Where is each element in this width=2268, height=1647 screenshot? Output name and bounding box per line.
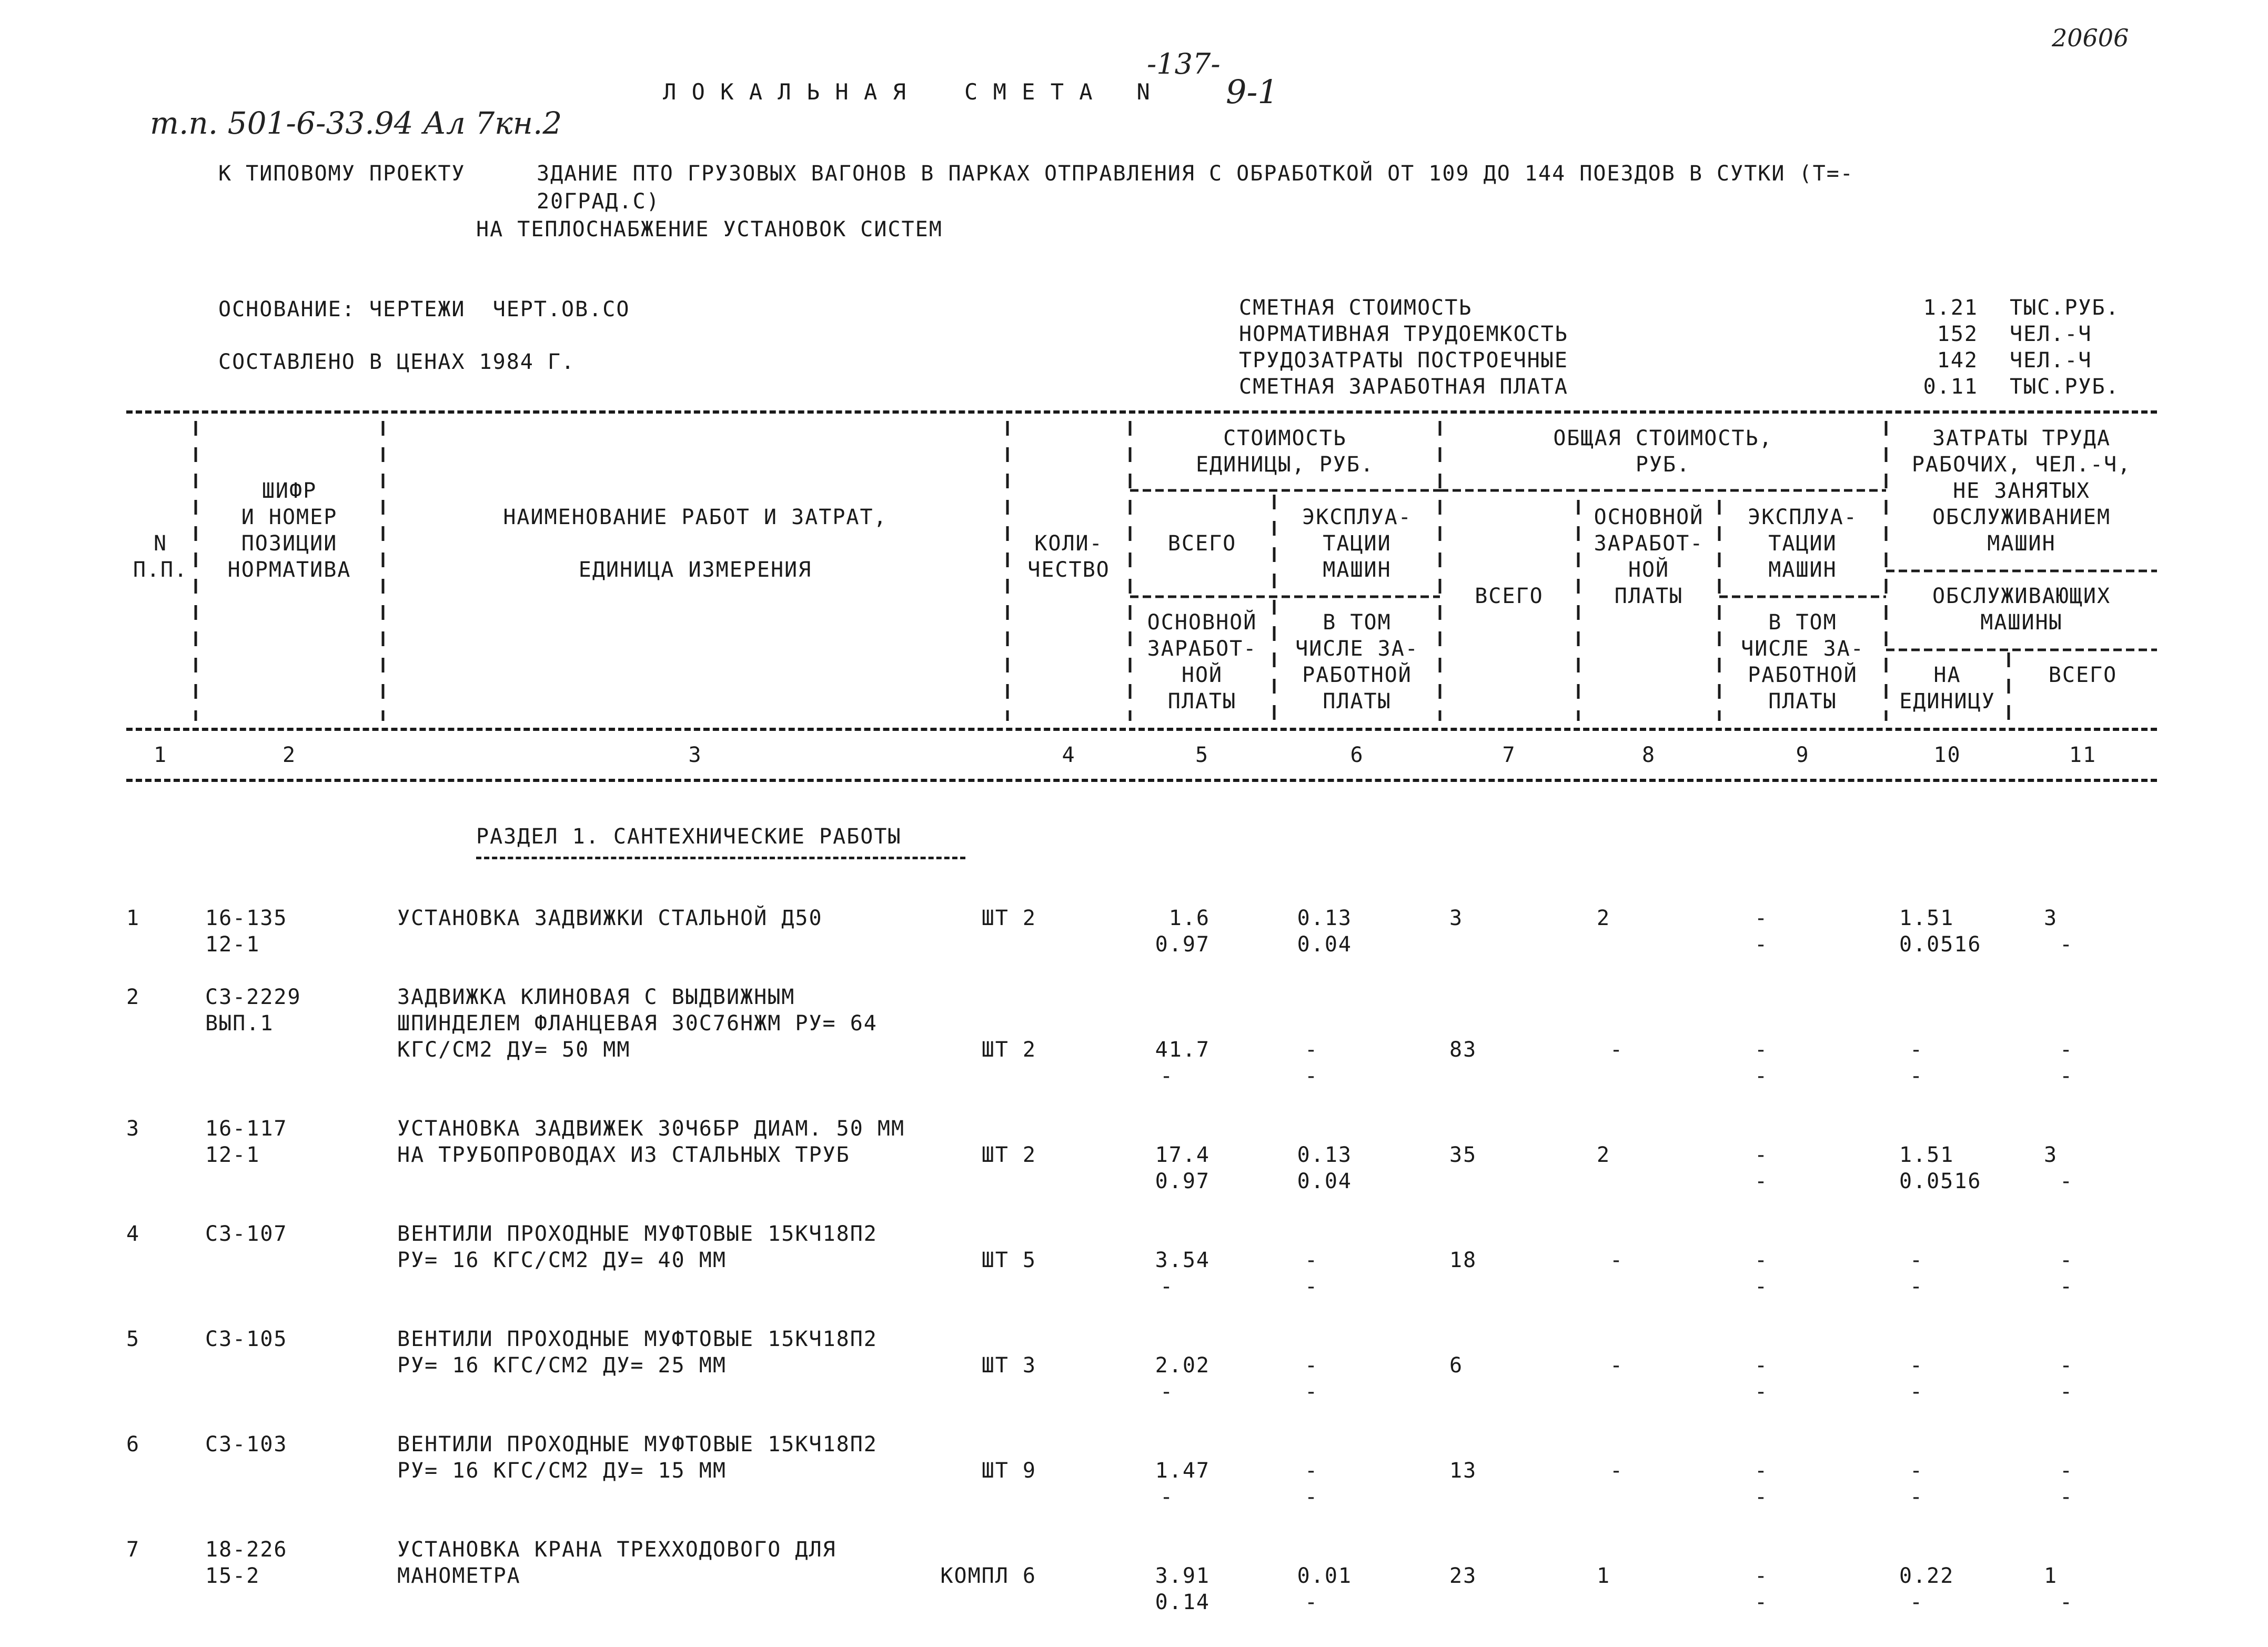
row-labor-total: 1 xyxy=(2044,1564,2058,1588)
row-total: 18 xyxy=(1449,1248,1477,1272)
row-total: 35 xyxy=(1449,1143,1477,1167)
row-labor-total: - xyxy=(2060,1590,2074,1614)
summary-unit: ЧЕЛ.-Ч xyxy=(2010,348,2092,373)
row-name: РУ= 16 КГС/СМ2 ДУ= 40 ММ xyxy=(397,1248,727,1272)
col-5-header-line: ОСНОВНОЙ xyxy=(1147,610,1257,635)
row-quantity: ШТ 2 xyxy=(981,1038,1036,1062)
summary-value: 152 xyxy=(1937,322,1978,346)
col-4-header-line: ЧЕСТВО xyxy=(1027,558,1110,582)
row-name: ВЕНТИЛИ ПРОХОДНЫЕ МУФТОВЫЕ 15КЧ18П2 xyxy=(397,1327,878,1351)
row-total-machine-wage: - xyxy=(1755,1169,1769,1193)
row-quantity: КОМПЛ 6 xyxy=(940,1564,1036,1588)
labor-header-line: МАШИН xyxy=(1987,531,2056,556)
col-6-header-line: ПЛАТЫ xyxy=(1323,689,1392,714)
col-10-header-line: ЕДИНИЦУ xyxy=(1899,689,1995,714)
total-cost-header: ОБЩАЯ СТОИМОСТЬ, xyxy=(1553,426,1773,450)
row-unit-wage: 0.97 xyxy=(1155,1169,1210,1193)
col-10-header-line: НА xyxy=(1933,663,1961,687)
prices-line: СОСТАВЛЕНО В ЦЕНАХ 1984 Г. xyxy=(218,350,576,374)
row-total-machine-wage: - xyxy=(1755,1064,1769,1088)
row-labor-total: - xyxy=(2060,1038,2074,1062)
col-5-header-line: ЗАРАБОТ- xyxy=(1147,637,1257,661)
row-total-machine-wage: - xyxy=(1755,932,1769,957)
column-number: 9 xyxy=(1796,743,1810,767)
col-9-header-line: ПЛАТЫ xyxy=(1768,689,1837,714)
document-number: 20606 xyxy=(2052,24,2129,52)
row-code: 18-226 xyxy=(205,1538,288,1562)
project-line-2: 20ГРАД.С) xyxy=(537,189,660,214)
section-underline xyxy=(476,857,965,859)
row-labor-total: - xyxy=(2060,1459,2074,1483)
row-labor-total: - xyxy=(2060,1169,2074,1193)
col-5-header-line: ПЛАТЫ xyxy=(1167,689,1237,714)
row-code: 16-135 xyxy=(205,906,288,930)
row-unit-machine: - xyxy=(1305,1038,1319,1062)
row-number: 6 xyxy=(126,1432,140,1457)
row-name: КГС/СМ2 ДУ= 50 ММ xyxy=(397,1038,631,1062)
row-name: УСТАНОВКА ЗАДВИЖКИ СТАЛЬНОЙ Д50 xyxy=(397,906,823,930)
row-total-machine-wage: - xyxy=(1755,1590,1769,1614)
row-unit-machine-wage: - xyxy=(1305,1380,1319,1404)
row-unit-machine-wage: 0.04 xyxy=(1297,932,1352,957)
estimate-subject: НА ТЕПЛОСНАБЖЕНИЕ УСТАНОВОК СИСТЕМ xyxy=(476,217,943,242)
labor-sub-header-line: МАШИНЫ xyxy=(1980,610,2063,635)
row-unit-machine-wage: - xyxy=(1305,1064,1319,1088)
row-unit-wage: - xyxy=(1160,1380,1174,1404)
row-unit-machine-wage: - xyxy=(1305,1590,1319,1614)
row-labor-unit: - xyxy=(1910,1485,1924,1509)
column-number: 3 xyxy=(688,743,702,767)
document-title: Л О К А Л Ь Н А Я С М Е Т А N xyxy=(663,79,1151,105)
row-total-machine-wage: - xyxy=(1755,1485,1769,1509)
column-number: 6 xyxy=(1350,743,1364,767)
row-name: УСТАНОВКА КРАНА ТРЕХХОДОВОГО ДЛЯ xyxy=(397,1538,836,1562)
row-unit-wage: 0.97 xyxy=(1155,932,1210,957)
row-unit-machine-wage: - xyxy=(1305,1274,1319,1299)
summary-value: 142 xyxy=(1937,348,1978,373)
column-number: 10 xyxy=(1933,743,1961,767)
summary-unit: ЧЕЛ.-Ч xyxy=(2010,322,2092,346)
unit-cost-header: СТОИМОСТЬ xyxy=(1223,426,1347,450)
summary-unit: ТЫС.РУБ. xyxy=(2010,375,2120,399)
row-total: 83 xyxy=(1449,1038,1477,1062)
row-unit-wage: - xyxy=(1160,1274,1174,1299)
row-name: ВЕНТИЛИ ПРОХОДНЫЕ МУФТОВЫЕ 15КЧ18П2 xyxy=(397,1222,878,1246)
row-code: С3-2229 xyxy=(205,985,301,1009)
row-code: 15-2 xyxy=(205,1564,260,1588)
row-number: 5 xyxy=(126,1327,140,1351)
row-unit-machine: - xyxy=(1305,1459,1319,1483)
labor-header-line: РАБОЧИХ, ЧЕЛ.-Ч, xyxy=(1911,453,2132,477)
labor-sub-header-line: ОБСЛУЖИВАЮЩИХ xyxy=(1932,584,2111,608)
col-3-header-line: НАИМЕНОВАНИЕ РАБОТ И ЗАТРАТ, xyxy=(503,505,888,529)
row-unit-machine: 0.13 xyxy=(1297,1143,1352,1167)
row-unit-total: 3.54 xyxy=(1155,1248,1210,1272)
row-unit-total: 17.4 xyxy=(1155,1143,1210,1167)
summary-label: СМЕТНАЯ ЗАРАБОТНАЯ ПЛАТА xyxy=(1239,375,1568,399)
row-total-machine: - xyxy=(1755,1564,1769,1588)
row-total: 6 xyxy=(1449,1353,1464,1378)
column-number: 5 xyxy=(1195,743,1209,767)
row-code: ВЫП.1 xyxy=(205,1011,274,1036)
row-labor-unit: - xyxy=(1910,1590,1924,1614)
column-number: 2 xyxy=(282,743,297,767)
total-cost-header: РУБ. xyxy=(1635,453,1691,477)
col-5-header-top: ВСЕГО xyxy=(1167,531,1237,556)
row-total-machine: - xyxy=(1755,1353,1769,1378)
col-2-header-line: ПОЗИЦИИ xyxy=(241,531,338,556)
row-quantity: ШТ 9 xyxy=(981,1459,1036,1483)
row-unit-machine: - xyxy=(1305,1353,1319,1378)
row-unit-total: 41.7 xyxy=(1155,1038,1210,1062)
row-name: ШПИНДЕЛЕМ ФЛАНЦЕВАЯ 30С76НЖМ РУ= 64 xyxy=(397,1011,878,1036)
col-2-header-line: НОРМАТИВА xyxy=(227,558,351,582)
row-labor-unit: - xyxy=(1910,1353,1924,1378)
row-labor-unit: 1.51 xyxy=(1899,1143,1954,1167)
row-unit-total: 3.91 xyxy=(1155,1564,1210,1588)
row-labor-total: - xyxy=(2060,1274,2074,1299)
col-2-header-line: И НОМЕР xyxy=(241,505,338,529)
column-number: 7 xyxy=(1502,743,1516,767)
row-name: УСТАНОВКА ЗАДВИЖЕК 30Ч6БР ДИАМ. 50 ММ xyxy=(397,1117,905,1141)
document-code: т.п. 501-6-33.94 Ал 7кн.2 xyxy=(150,105,562,141)
estimate-number: 9-1 xyxy=(1226,73,1278,111)
row-labor-unit: 0.22 xyxy=(1899,1564,1954,1588)
row-total: 3 xyxy=(1449,906,1464,930)
row-total-wage: 2 xyxy=(1597,1143,1611,1167)
row-labor-unit: - xyxy=(1910,1248,1924,1272)
column-number: 1 xyxy=(153,743,168,767)
row-total: 23 xyxy=(1449,1564,1477,1588)
summary-value: 0.11 xyxy=(1923,375,1978,399)
row-labor-unit: 0.0516 xyxy=(1899,1169,1982,1193)
row-labor-total: - xyxy=(2060,1485,2074,1509)
basis-line: ОСНОВАНИЕ: ЧЕРТЕЖИ ЧЕРТ.ОВ.СО xyxy=(218,297,630,322)
row-labor-total: - xyxy=(2060,932,2074,957)
row-name: РУ= 16 КГС/СМ2 ДУ= 25 ММ xyxy=(397,1353,727,1378)
row-name: МАНОМЕТРА xyxy=(397,1564,521,1588)
summary-label: НОРМАТИВНАЯ ТРУДОЕМКОСТЬ xyxy=(1239,322,1568,346)
row-total: 13 xyxy=(1449,1459,1477,1483)
row-labor-total: - xyxy=(2060,1353,2074,1378)
row-labor-total: - xyxy=(2060,1380,2074,1404)
row-code: С3-103 xyxy=(205,1432,288,1457)
row-labor-unit: 1.51 xyxy=(1899,906,1954,930)
col-6-header-line: ТАЦИИ xyxy=(1323,531,1392,556)
labor-header-line: НЕ ЗАНЯТЫХ xyxy=(1953,479,2090,503)
col-6-header-line: ЭКСПЛУА- xyxy=(1302,505,1412,529)
row-labor-unit: - xyxy=(1910,1380,1924,1404)
row-code: 12-1 xyxy=(205,932,260,957)
labor-header-line: ОБСЛУЖИВАНИЕМ xyxy=(1932,505,2111,529)
col-9-header-line: ТАЦИИ xyxy=(1768,531,1837,556)
project-label: К ТИПОВОМУ ПРОЕКТУ xyxy=(218,162,466,186)
row-unit-total: 1.6 xyxy=(1168,906,1210,930)
section-title: РАЗДЕЛ 1. САНТЕХНИЧЕСКИЕ РАБОТЫ xyxy=(476,825,902,849)
row-labor-total: 3 xyxy=(2044,906,2058,930)
col-7-header: ВСЕГО xyxy=(1475,584,1544,608)
col-9-header-line: ЭКСПЛУА- xyxy=(1748,505,1858,529)
row-total-wage: 2 xyxy=(1597,906,1611,930)
summary-label: ТРУДОЗАТРАТЫ ПОСТРОЕЧНЫЕ xyxy=(1239,348,1568,373)
row-code: 16-117 xyxy=(205,1117,288,1141)
row-labor-unit: - xyxy=(1910,1064,1924,1088)
row-total-machine: - xyxy=(1755,1459,1769,1483)
row-quantity: ШТ 3 xyxy=(981,1353,1036,1378)
row-total-wage: - xyxy=(1610,1038,1624,1062)
summary-unit: ТЫС.РУБ. xyxy=(2010,296,2120,320)
row-name: ЗАДВИЖКА КЛИНОВАЯ С ВЫДВИЖНЫМ xyxy=(397,985,795,1009)
col-8-header-line: ПЛАТЫ xyxy=(1614,584,1684,608)
row-quantity: ШТ 5 xyxy=(981,1248,1036,1272)
col-8-header-line: ОСНОВНОЙ xyxy=(1594,505,1704,529)
row-name: НА ТРУБОПРОВОДАХ ИЗ СТАЛЬНЫХ ТРУБ xyxy=(397,1143,850,1167)
row-unit-wage: - xyxy=(1160,1064,1174,1088)
column-number: 4 xyxy=(1062,743,1076,767)
row-quantity: ШТ 2 xyxy=(981,1143,1036,1167)
row-number: 7 xyxy=(126,1538,140,1562)
row-unit-wage: - xyxy=(1160,1485,1174,1509)
col-1-header-line: П.П. xyxy=(133,558,188,582)
col-2-header-line: ШИФР xyxy=(261,479,317,503)
row-total-machine-wage: - xyxy=(1755,1380,1769,1404)
col-3-header-line: ЕДИНИЦА ИЗМЕРЕНИЯ xyxy=(578,558,812,582)
col-9-header-line: РАБОТНОЙ xyxy=(1748,663,1858,687)
col-8-header-line: НОЙ xyxy=(1628,558,1670,582)
row-labor-total: - xyxy=(2060,1248,2074,1272)
row-name: РУ= 16 КГС/СМ2 ДУ= 15 ММ xyxy=(397,1459,727,1483)
col-6-header-line: ЧИСЛЕ ЗА- xyxy=(1295,637,1419,661)
row-quantity: ШТ 2 xyxy=(981,906,1036,930)
col-6-header-line: МАШИН xyxy=(1323,558,1392,582)
unit-cost-header: ЕДИНИЦЫ, РУБ. xyxy=(1195,453,1375,477)
col-6-header-line: РАБОТНОЙ xyxy=(1302,663,1412,687)
row-total-machine: - xyxy=(1755,906,1769,930)
row-code: С3-105 xyxy=(205,1327,288,1351)
col-9-header-line: ЧИСЛЕ ЗА- xyxy=(1741,637,1864,661)
row-unit-machine-wage: 0.04 xyxy=(1297,1169,1352,1193)
page-number: -137- xyxy=(1147,47,1221,81)
row-labor-unit: - xyxy=(1910,1274,1924,1299)
col-9-header-line: В ТОМ xyxy=(1768,610,1837,635)
row-labor-unit: 0.0516 xyxy=(1899,932,1982,957)
row-number: 4 xyxy=(126,1222,140,1246)
row-labor-unit: - xyxy=(1910,1459,1924,1483)
col-9-header-line: МАШИН xyxy=(1768,558,1837,582)
row-name: ВЕНТИЛИ ПРОХОДНЫЕ МУФТОВЫЕ 15КЧ18П2 xyxy=(397,1432,878,1457)
row-unit-machine: - xyxy=(1305,1248,1319,1272)
row-number: 2 xyxy=(126,985,140,1009)
row-number: 1 xyxy=(126,906,140,930)
column-number: 11 xyxy=(2069,743,2097,767)
row-unit-total: 2.02 xyxy=(1155,1353,1210,1378)
row-total-wage: 1 xyxy=(1597,1564,1611,1588)
row-code: С3-107 xyxy=(205,1222,288,1246)
col-8-header-line: ЗАРАБОТ- xyxy=(1594,531,1704,556)
row-total-machine: - xyxy=(1755,1143,1769,1167)
row-unit-total: 1.47 xyxy=(1155,1459,1210,1483)
summary-label: СМЕТНАЯ СТОИМОСТЬ xyxy=(1239,296,1473,320)
row-labor-unit: - xyxy=(1910,1038,1924,1062)
col-1-header-line: N xyxy=(153,531,168,556)
project-line-1: ЗДАНИЕ ПТО ГРУЗОВЫХ ВАГОНОВ В ПАРКАХ ОТПРАВЛЕНИЯ С ОБРАБОТКОЙ ОТ 109 ДО 144 ПОЕЗДОВ В СУТКИ (Т=- xyxy=(537,162,1854,186)
row-unit-machine: 0.13 xyxy=(1297,906,1352,930)
labor-header-line: ЗАТРАТЫ ТРУДА xyxy=(1932,426,2111,450)
row-unit-machine-wage: - xyxy=(1305,1485,1319,1509)
col-5-header-line: НОЙ xyxy=(1181,663,1223,687)
row-labor-total: - xyxy=(2060,1064,2074,1088)
col-6-header-line: В ТОМ xyxy=(1323,610,1392,635)
summary-value: 1.21 xyxy=(1923,296,1978,320)
row-total-machine: - xyxy=(1755,1038,1769,1062)
row-total-machine-wage: - xyxy=(1755,1274,1769,1299)
row-total-wage: - xyxy=(1610,1248,1624,1272)
row-unit-machine: 0.01 xyxy=(1297,1564,1352,1588)
col-4-header-line: КОЛИ- xyxy=(1034,531,1103,556)
row-total-wage: - xyxy=(1610,1459,1624,1483)
row-number: 3 xyxy=(126,1117,140,1141)
row-labor-total: 3 xyxy=(2044,1143,2058,1167)
row-total-machine: - xyxy=(1755,1248,1769,1272)
row-total-wage: - xyxy=(1610,1353,1624,1378)
col-11-header: ВСЕГО xyxy=(2048,663,2118,687)
row-code: 12-1 xyxy=(205,1143,260,1167)
column-number: 8 xyxy=(1641,743,1656,767)
row-unit-wage: 0.14 xyxy=(1155,1590,1210,1614)
